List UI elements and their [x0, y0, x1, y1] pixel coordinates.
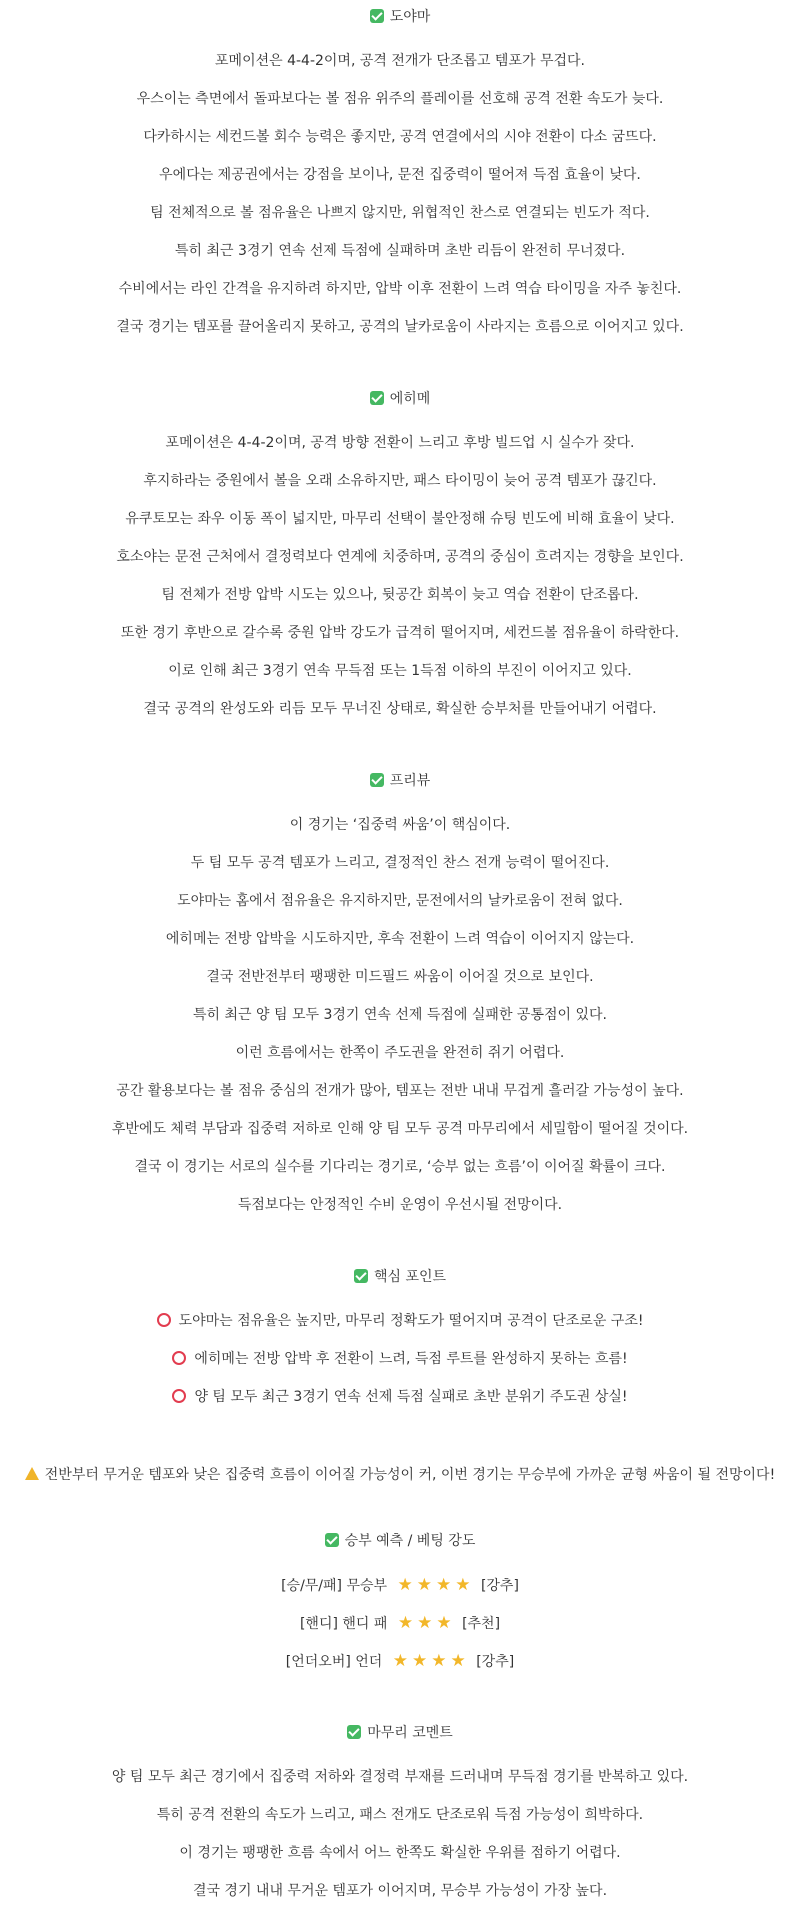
check-icon — [370, 773, 384, 787]
text-line: 우스이는 측면에서 돌파보다는 볼 점유 위주의 플레이를 선호해 공격 전환 속도가 늦다. — [136, 91, 664, 107]
text-line: 이 경기는 ‘집중력 싸움’이 핵심이다. — [289, 817, 511, 833]
section-title-text: 에히메 — [389, 391, 431, 407]
star-icon: ★ — [431, 1651, 447, 1671]
prediction-item — [0, 1642, 800, 1680]
red-circle-icon — [172, 1351, 186, 1365]
star-icon: ★ — [392, 1651, 409, 1671]
section-ehime — [0, 386, 800, 728]
check-icon — [370, 391, 384, 405]
star-icon: ★ — [435, 1575, 452, 1595]
section-title — [0, 1264, 800, 1290]
text-line: 결국 이 경기는 서로의 실수를 기다리는 경기로, ‘승부 없는 흐름’이 이어질 확률이 크다. — [134, 1159, 666, 1175]
text-line: 다카하시는 세컨드볼 회수 능력은 좋지만, 공격 연결에서의 시야 전환이 다소 굼뜨다. — [143, 129, 657, 145]
star-icon: ★ — [397, 1613, 414, 1633]
section-doyama — [0, 4, 800, 346]
section-title — [0, 1720, 800, 1746]
key-point — [0, 1378, 800, 1416]
star-rating — [395, 1566, 472, 1605]
text-line: 수비에서는 라인 간격을 유지하려 하지만, 압박 이후 전환이 느려 역습 타이밍을 자주 놓친다. — [118, 281, 682, 297]
star-icon: ★ — [412, 1651, 428, 1671]
key-point-text: 양 팀 모두 최근 3경기 연속 선제 득점 실패로 초반 분위기 주도권 상실! — [194, 1389, 628, 1405]
text-line: 공간 활용보다는 볼 점유 중심의 전개가 많아, 템포는 전반 내내 무겁게 흘러갈 가능성이 높다. — [116, 1083, 684, 1099]
text-line: 유쿠토모는 좌우 이동 폭이 넓지만, 마무리 선택이 불안정해 슈팅 빈도에 비해 효율이 낮다. — [125, 511, 675, 527]
text-line: 에히메는 전방 압박을 시도하지만, 후속 전환이 느려 역습이 이어지지 않는다. — [165, 931, 635, 947]
section-title — [0, 1528, 800, 1554]
warning-text: 전반부터 무거운 템포와 낮은 집중력 흐름이 이어질 가능성이 커, 이번 경기는 무승부에 가까운 균형 싸움이 될 전망이다! — [44, 1467, 776, 1483]
text-line: 포메이션은 4-4-2이며, 공격 전개가 단조롭고 템포가 무겁다. — [215, 53, 585, 69]
prediction-label: [언더오버] 언더 — [285, 1654, 383, 1670]
star-icon: ★ — [417, 1613, 433, 1633]
star-icon: ★ — [416, 1575, 432, 1595]
check-icon — [347, 1725, 361, 1739]
text-line: 특히 최근 양 팀 모두 3경기 연속 선제 득점에 실패한 공통점이 있다. — [193, 1007, 607, 1023]
prediction-label: [핸디] 핸디 패 — [299, 1616, 388, 1632]
section-title-text: 핵심 포인트 — [373, 1269, 447, 1285]
prediction-item — [0, 1566, 800, 1604]
section-preview — [0, 768, 800, 1224]
key-point — [0, 1302, 800, 1340]
check-icon — [370, 9, 384, 23]
text-line: 결국 공격의 완성도와 리듬 모두 무너진 상태로, 확실한 승부처를 만들어내기 어렵다. — [143, 701, 657, 717]
red-circle-icon — [157, 1313, 171, 1327]
section-title-text: 프리뷰 — [389, 773, 431, 789]
prediction-tag: [강추] — [480, 1578, 519, 1594]
text-line: 팀 전체가 전방 압박 시도는 있으나, 뒷공간 회복이 늦고 역습 전환이 단조롭다. — [161, 587, 639, 603]
key-point-text: 에히메는 전방 압박 후 전환이 느려, 득점 루트를 완성하지 못하는 흐름! — [194, 1351, 628, 1367]
star-rating — [396, 1604, 454, 1643]
check-icon — [325, 1533, 339, 1547]
text-line: 후지하라는 중원에서 볼을 오래 소유하지만, 패스 타이밍이 늦어 공격 템포가 끊긴다. — [143, 473, 657, 489]
text-line: 결국 전반전부터 팽팽한 미드필드 싸움이 이어질 것으로 보인다. — [206, 969, 594, 985]
section-title — [0, 4, 800, 30]
section-closing — [0, 1720, 800, 1910]
text-line: 포메이션은 4-4-2이며, 공격 방향 전환이 느리고 후방 빌드업 시 실수가 잦다. — [165, 435, 635, 451]
key-point-text: 도야마는 점유율은 높지만, 마무리 정확도가 떨어지며 공격이 단조로운 구조! — [178, 1313, 644, 1329]
section-keypoints — [0, 1264, 800, 1416]
text-line: 팀 전체적으로 볼 점유율은 나쁘지 않지만, 위협적인 찬스로 연결되는 빈도가 적다. — [150, 205, 650, 221]
check-icon — [354, 1269, 368, 1283]
text-line: 이로 인해 최근 3경기 연속 무득점 또는 1득점 이하의 부진이 이어지고 있다. — [168, 663, 632, 679]
prediction-tag: [추천] — [462, 1616, 501, 1632]
section-title-text: 도야마 — [389, 9, 431, 25]
text-line: 특히 공격 전환의 속도가 느리고, 패스 전개도 단조로워 득점 가능성이 희박하다. — [156, 1807, 644, 1823]
red-circle-icon — [172, 1389, 186, 1403]
text-line: 결국 경기는 템포를 끌어올리지 못하고, 공격의 날카로움이 사라지는 흐름으로 이어지고 있다. — [116, 319, 684, 335]
text-line: 후반에도 체력 부담과 집중력 저하로 인해 양 팀 모두 공격 마무리에서 세밀함이 떨어질 것이다. — [111, 1121, 689, 1137]
section-title-text: 승부 예측 / 베팅 강도 — [344, 1533, 476, 1549]
text-line: 양 팀 모두 최근 경기에서 집중력 저하와 결정력 부재를 드러내며 무득점 경기를 반복하고 있다. — [111, 1769, 689, 1785]
text-line: 결국 경기 내내 무거운 템포가 이어지며, 무승부 가능성이 가장 높다. — [192, 1883, 608, 1899]
key-point — [0, 1340, 800, 1378]
section-title — [0, 768, 800, 794]
star-icon: ★ — [397, 1575, 413, 1595]
text-line: 또한 경기 후반으로 갈수록 중원 압박 강도가 급격히 떨어지며, 세컨드볼 점유율이 하락한다. — [120, 625, 680, 641]
text-line: 호소야는 문전 근처에서 결정력보다 연계에 치중하며, 공격의 중심이 흐려지는 경향을 보인다. — [116, 549, 684, 565]
warning-icon — [25, 1467, 39, 1480]
section-title-text: 마무리 코멘트 — [367, 1725, 453, 1741]
prediction-label: [승/무/패] 무승부 — [281, 1578, 388, 1594]
star-icon: ★ — [450, 1651, 466, 1671]
text-line: 우에다는 제공권에서는 강점을 보이나, 문전 집중력이 떨어져 득점 효율이 낮다. — [159, 167, 641, 183]
text-line: 도야마는 홈에서 점유율은 유지하지만, 문전에서의 날카로움이 전혀 없다. — [177, 893, 623, 909]
section-prediction — [0, 1528, 800, 1680]
prediction-item — [0, 1604, 800, 1642]
text-line: 이 경기는 팽팽한 흐름 속에서 어느 한쪽도 확실한 우위를 점하기 어렵다. — [179, 1845, 621, 1861]
star-rating — [391, 1642, 468, 1681]
prediction-tag: [강추] — [476, 1654, 515, 1670]
section-title — [0, 386, 800, 412]
star-icon: ★ — [436, 1613, 452, 1633]
text-line: 특히 최근 3경기 연속 선제 득점에 실패하며 초반 리듬이 완전히 무너졌다. — [174, 243, 626, 259]
text-line: 이런 흐름에서는 한쪽이 주도권을 완전히 쥐기 어렵다. — [235, 1045, 565, 1061]
text-line: 두 팀 모두 공격 템포가 느리고, 결정적인 찬스 전개 능력이 떨어진다. — [190, 855, 610, 871]
star-icon: ★ — [455, 1575, 471, 1595]
text-line: 득점보다는 안정적인 수비 운영이 우선시될 전망이다. — [237, 1197, 563, 1213]
warning-note — [0, 1456, 800, 1494]
